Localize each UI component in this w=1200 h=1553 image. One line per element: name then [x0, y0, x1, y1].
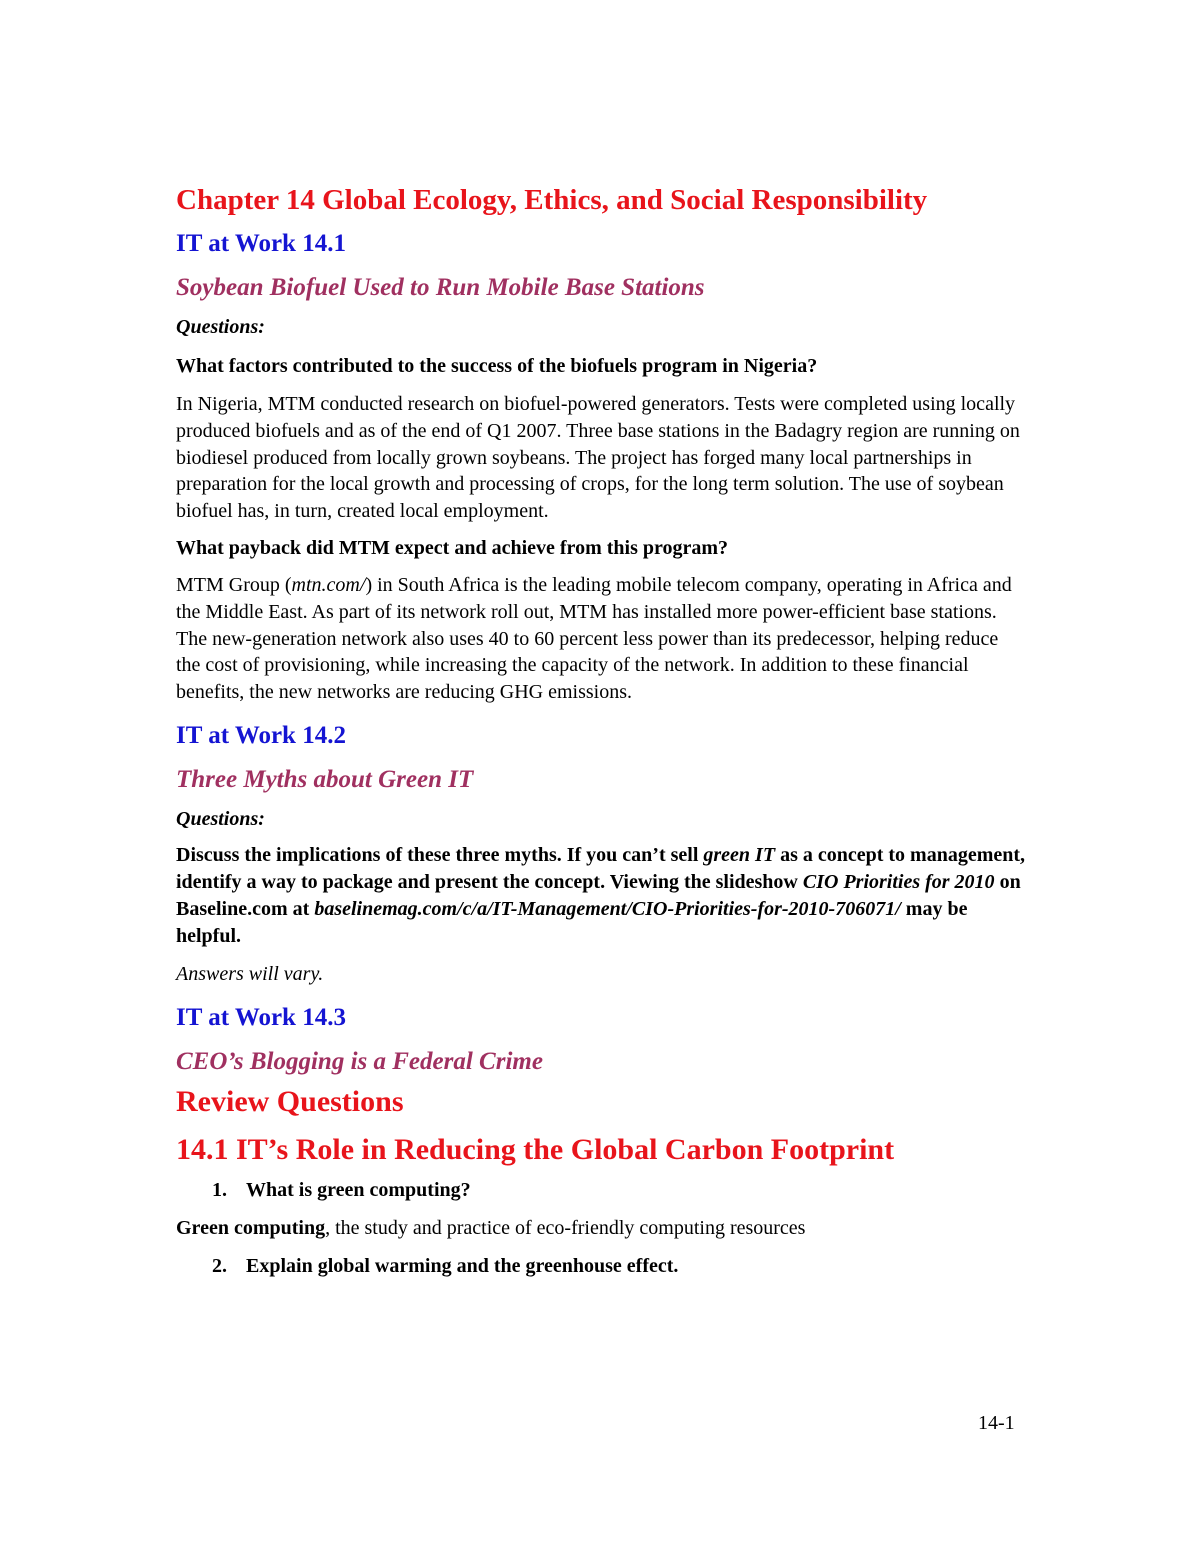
- case-title-14-1: Soybean Biofuel Used to Run Mobile Base Stations: [176, 274, 705, 301]
- answer-will-vary: Answers will vary.: [176, 962, 324, 985]
- answer-text: MTM Group (: [176, 573, 292, 596]
- question-green-it-myths: [176, 842, 1026, 950]
- it-at-work-14-3-heading: IT at Work 14.3: [176, 1003, 346, 1031]
- question-text: as a concept to management, identify a way to package and present the concept. Viewing the slideshow: [176, 843, 1026, 893]
- review-question-1: [176, 1177, 1026, 1204]
- question-number: 1.: [212, 1178, 227, 1201]
- question-mtm-payback: What payback did MTM expect and achieve from this program?: [176, 536, 729, 559]
- case-title-14-2: Three Myths about Green IT: [176, 765, 474, 793]
- answer-text: ) in South Africa is the leading mobile telecom company, operating in Africa and the Middle East. As part of its network roll out, MTM has installed more power-efficient base stations. The new-generation network also uses 40 to 60 percent less power than its predecessor, helping reduce the cost of provisioning, while increasing the capacity of the network. In addition to these financial benefits, the new networks are reducing GHG emissions.: [176, 573, 1012, 704]
- question-text: may be helpful.: [176, 897, 968, 947]
- case-title-14-3: CEO’s Blogging is a Federal Crime: [176, 1047, 543, 1075]
- section-heading-14-1: 14.1 IT’s Role in Reducing the Global Carbon Footprint: [176, 1132, 895, 1166]
- question-number: 2.: [212, 1254, 227, 1277]
- questions-label-14-1: Questions:: [176, 316, 265, 338]
- question-text: on Baseline.com at: [176, 870, 1021, 920]
- answer-biofuels-success: In Nigeria, MTM conducted research on biofuel-powered generators. Tests were completed using locally produced biofuels and as of the end of Q1 2007. Three base stations in the Badagry region are running on biodiesel produced from locally grown soybeans. The project has forged many local partnerships in preparation for the local growth and processing of crops, for the long term solution. The use of soybean biofuel has, in turn, created local employment.: [176, 393, 1020, 523]
- mtn-link: mtn.com/: [291, 573, 366, 596]
- baseline-url: baselinemag.com/c/a/IT-Management/CIO-Priorities-for-2010-706071/: [314, 897, 901, 920]
- it-at-work-14-1-heading: IT at Work 14.1: [176, 230, 346, 257]
- answer-text: , the study and practice of eco-friendly computing resources: [325, 1216, 806, 1239]
- chapter-title: Chapter 14 Global Ecology, Ethics, and Social Responsibility: [176, 184, 928, 216]
- answer-mtm-payback: [176, 572, 1026, 706]
- answer-green-computing: [176, 1215, 1026, 1242]
- document-page: [176, 178, 1026, 1280]
- questions-label-14-2: Questions:: [176, 807, 265, 830]
- page-number: 14-1: [978, 1412, 1015, 1434]
- green-it-term: green IT: [703, 843, 776, 866]
- green-computing-term: Green computing: [176, 1216, 326, 1239]
- question-biofuels-success: What factors contributed to the success of the biofuels program in Nigeria?: [176, 355, 818, 377]
- it-at-work-14-2-heading: IT at Work 14.2: [176, 721, 346, 749]
- question-text: Explain global warming and the greenhouse effect.: [246, 1254, 679, 1277]
- slideshow-title: CIO Priorities for 2010: [802, 870, 995, 893]
- question-text: What is green computing?: [246, 1178, 471, 1201]
- question-text: Discuss the implications of these three myths. If you can’t sell: [176, 843, 704, 866]
- review-question-2: [176, 1253, 1026, 1280]
- review-questions-heading: Review Questions: [176, 1084, 404, 1118]
